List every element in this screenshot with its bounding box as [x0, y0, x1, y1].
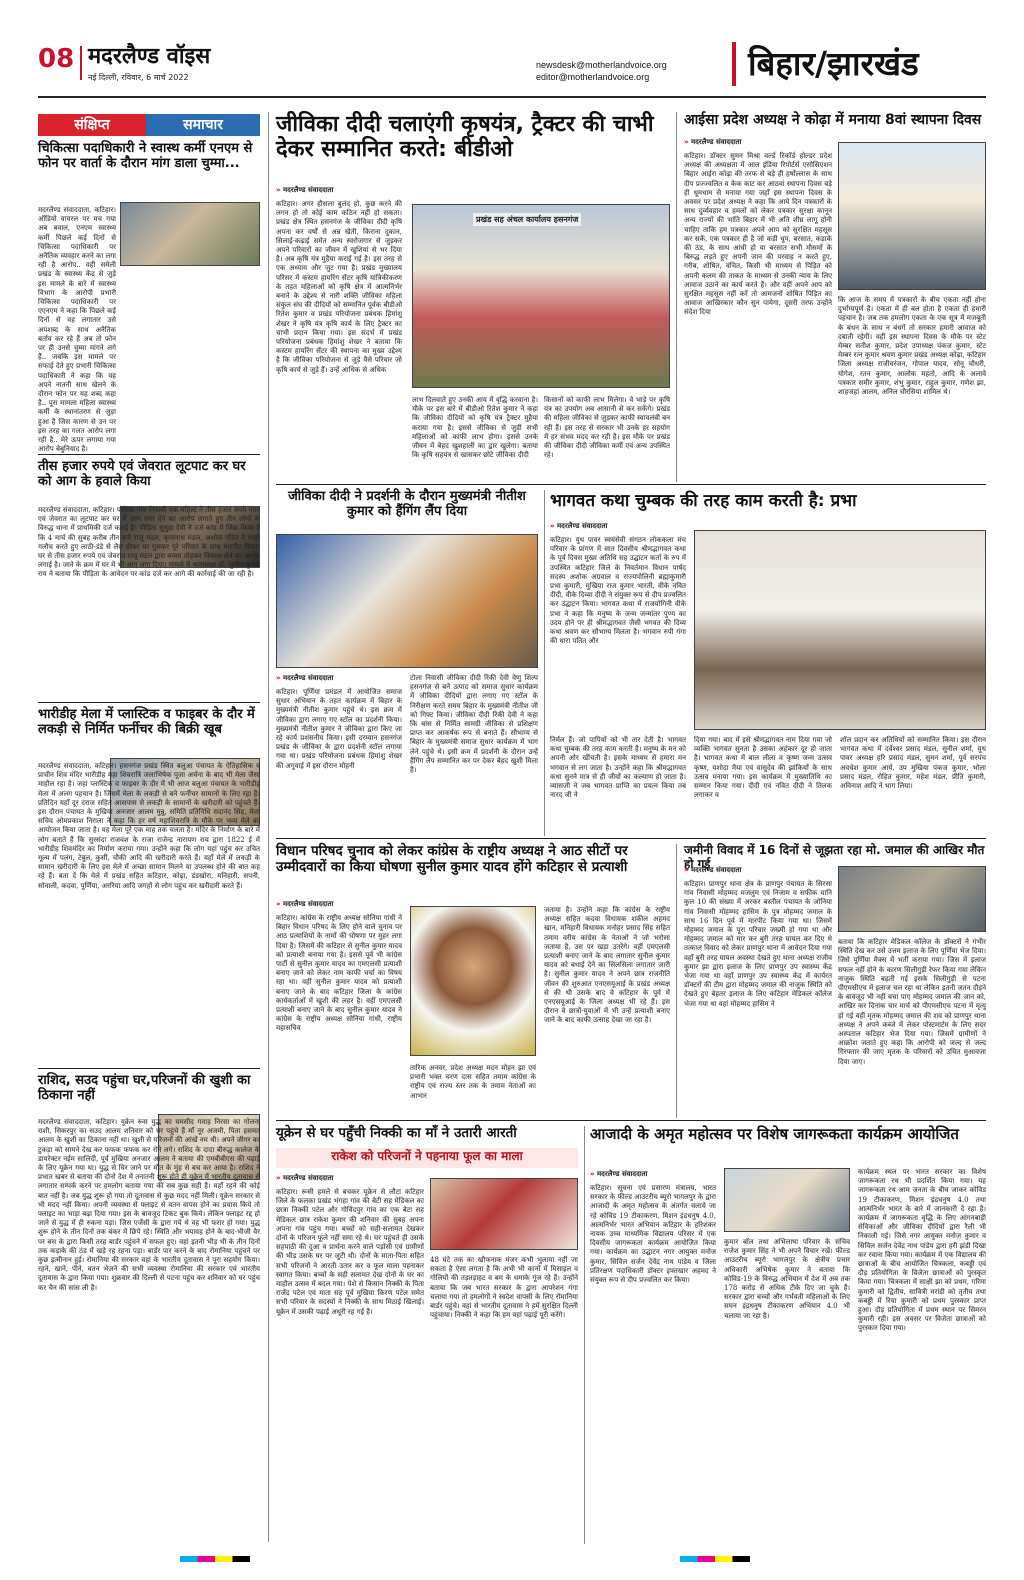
azadi-text-1: कटिहार। सूचना एवं प्रसारण मंत्रालय, भारत सरकार के फील्ड आउटरीच ब्यूरो भागलपुर के द्वारा आजादी के अमृत महोत्सव के अंतर्गत चलाये जा रहे कोविड 19 टीकाकरण, मिशन इंद्रधनुष 4.0, आत्मनिर्भर भारत अभियान कटिहार के हरिशंकर नायक उच्च माध्यमिक विद्यालय परिसर में एक दिवसीय जागरूकता कार्यक्रम आयोजित किया गया। कार्यक्रम का उद्घाटन नगर आयुक्त मनोज कुमार, सिविल सर्जन देवेंद्र नाथ पांडेय व जिला प्रतिरक्षण पदाधिकारी डॉक्टर इफ्तखार अहमद ने संयुक्त रूप से दीप प्रज्वलित कर किया।	[590, 1184, 716, 1285]
email-editor[interactable]: editor@motherlandvoice.org	[536, 72, 650, 82]
azadi-text-2: कुमार बॉल तथा अभिलाषा परिवार के संचिव राजेश कुमार सिंह ने भी अपने विचार रखें। फील्ड आउटरीच ब्यूरो भागलपुर के क्षेत्रीय प्रचार अधिकारी अभिषेक कुमार ने बताया कि कोविड-19 के विरुद्ध अभियान में देश में अब तक 178 करोड़ से अधिक टीके दिए जा चुके हैं। सरकार द्वारा बच्चों और गर्भवती महिलाओं के लिए सघन इंद्रधनुष टीकाकरण अभियान 4.0 भी चलाया जा रहा है।	[724, 1238, 850, 1320]
ukraine-title: यूक्रेन से घर पहुँची निक्की का माँ ने उतारी आरती	[276, 1125, 517, 1141]
lead-divider	[676, 112, 677, 482]
lead-title: जीविका दीदी चलाएंगी कृषयंत्र, ट्रैक्टर की चाभी देकर सम्मानित करते: बीडीओ	[276, 112, 654, 163]
bhagwat-title: भागवत कथा चुम्बक की तरह काम करती है: प्रभा	[550, 491, 857, 511]
ukraine-text-1: कटिहार। रूसी हमले से बचकर यूक्रेन से लौटा कटिहार जिले के फलका प्रखंड भंगहा गांव की बेटी सह मेडिकल का छात्रा निक्की पटेल और गोविंदपुर गांव का एक बेटा सह मेडिकल छात्र राकेश कुमार की शनिवार की सुबह अपना अपना गांव पहुंच गया। बच्चों को सही-सलामत देखकर दोनों के परिजन फूले नहीं समा रहे थे। घर पहुंचते ही उसके सहपाठी की दुआ व प्रार्थना करने वाले पड़ोसी एवं ग्रामीणों की भीड़ उसके घर पर जुटी थी। दोनों के माता-पिता सहित सभी परिजनों ने आरती उतार कर व फूल माला पहनाकर स्वागत किया। बच्चों के सही सलामत देख दोनों के घर का माहौल उत्सव में बदल गया। पेशे से किसान निक्की के पिता राजेंद्र पटेल एवं माता सह पूर्व मुखिया किरण पटेल समेत सभी परिवार के सदस्यों ने निक्की के साथ मिठाई खिलाई। यूक्रेन में उसकी पढ़ाई अधूरी रह गई है।	[276, 1188, 424, 1316]
color-bar-left	[180, 1556, 250, 1562]
azadi-text-3: कार्यक्रम स्थल पर भारत सरकार का विशेष जागरूकता रथ भी प्रदर्शित किया गया। यह जागरूकता रथ आम जनता के बीच जाकर कोविड 19 टीकाकरण, मिशन इंद्रधनुष 4.0 तथा आत्मनिर्भर भारत के बारे में जानकारी दे रहा है। कार्यक्रम में जागरूकता वृद्धि के लिए आंगनबाड़ी सेविकाओं और जीविका दीदियों द्वारा रैली भी निकाली गई। जिसे नगर आयुक्त मनोज कुमार व सिविल सर्जन देवेंद्र नाथ पांडेय द्वारा हरी झंडी दिखा कर रवाना किया गया। कार्यक्रम में एक विद्यालय की छात्राओं के बीच आयोजित चित्रकला, कबड्डी एवं दौड़ प्रतियोगिता के विजेता छात्राओं को पुरस्कृत किया गया। चित्रकला में साक्षी झा को प्रथम, गरिमा कुमारी को द्वितीय, सावित्री मरांडी को तृतीय तथा कबड्डी में रिया कुमारी को प्रथम पुरस्कार प्राप्त हुआ। दौड़ प्रतियोगिता में प्रथम स्थान पर सिमरन कुमारी रही। इस अवसर पर विजेता छात्राओं को पुरस्कार दिया गया।	[858, 1168, 987, 1333]
ukraine-story	[276, 1126, 578, 1544]
aisa-text-1: कटिहार। डॉक्टर सुमन मिश्रा वर्ल्ड रिकॉर्ड होल्डर प्रदेश अध्यक्ष की अध्यक्षता में आल इंडिया रिपोर्टर्स एसोसिएशन बिहार आईरा कोढ़ा की तरफ से बड़े ही हर्षोल्लास के साथ दीप प्रज्ज्वलित व केक काट कर आठवां स्थापना दिवस बड़े ही धूमधाम से मनाया गया जहाँ इस स्थापना दिवस के अवसर पर प्रदेश अध्यक्ष ने कहा कि आये दिन पत्रकारों के साथ दुर्व्यवहार व हमलों को लेकर पत्रकार सुरक्षा कानून अन्य राज्यों की भांति बिहार में भी अति शीघ्र लागू होनी चाहिए ताकि हम पत्रकार अपने आप को सुरक्षित महसूस कर सकें, एक पत्रकार ही है जो कड़ी धूप, बरसात, कड़ाके की ठंड, के साथ आंधी हो या बरसात सभी मौसमों के बिरुद्ध लड़ते हुए अपनी जान की परवाह न करते हुए, गरीब, शोषित, वंचित, किसी भी माध्यम से पिड़ित को अपनी कलम की ताकत के माध्यम से उनकी न्याय के लिए आवाज उठाने का कार्य करते हैं। और वहीं अपने आप को सुरक्षित महसूस नहीं करें तो आमजनों शोषित पिड़ित का आवाज आखिरकार कौन सुन पायेगा, दूसरी तरफ उन्होंने संदेश दिया	[684, 152, 832, 317]
masthead-rule	[38, 96, 986, 98]
azadi-byline: » मदरलैण्ड संवाददाता	[590, 1170, 647, 1179]
jameen-title: जमीनी विवाद में 16 दिनों से जूझता रहा मो. जमाल की आखिर मौत हो गई	[684, 843, 985, 871]
row1-rule	[276, 484, 986, 485]
jameen-story	[684, 844, 986, 1118]
lead-text-2: लाभ दिलवाते हुए उनकी आय में वृद्धि करवाना है। मौके पर इस बारे में बीडीओ रितेश कुमार ने कहा कि जीविका दीदियों को कृषि यंत्र ट्रैक्टर मुहैया कराया गया है। इससे जीविका से जुड़ी सभी महिलाओं को काफी लाभ होगा। इससे उनके जीवन में बेहद खुशहाली का द्वार खुलेगा। बताया कि कृषि सहयंत्र से खासकर छोटे जीविका दीदी	[412, 396, 538, 460]
lead-photo-caption: प्रखंड सह अंचल कार्यालय हसनगंज	[473, 213, 581, 226]
congress-title: विधान परिषद चुनाव को लेकर कांग्रेस के राष्ट्रीय अध्यक्ष ने आठ सीटों पर उम्मीदवारों का किया घोषणा सुनील कुमार यादव होंगे कटिहार से प्रत्याशी	[276, 843, 628, 875]
masthead	[0, 0, 1024, 98]
congress-byline: » मदरलैण्ड संवाददाता	[276, 900, 333, 909]
jameen-text-1: कटिहार। प्राणपुर थाना क्षेत्र के प्राणपुर पंचायत के सिरसा गांव निवासी मोहम्मद मजलुम एवं निजाम व सफीक यानि कुल 10 की संख्या में अरकर बस्तील पंचायत के जोनिया गांव निवासी मोहम्मद हासिम के पुत्र मोहम्मद जमाल के साथ 16 दिन पूर्व में मारपीट किया गया था। जिसमें मोहम्मद जमाल के पूरा परिवार जख्मी हो गया था और मोहम्मद जमाल को मार कर बुरी तरह घायल कर दिए थे तत्काल विवाद को लेकर प्राणपुर थाना में आवेदन दिया गया वहाँ बुरी तरह घायल अवस्था देखते हुए थाना अध्यक्ष राजीव कुमार झा द्वारा इलाज के लिए प्राणपुर उप स्वास्थ्य केंद्र भेजा गया था वहाँ प्राणपुर उप स्वास्थ्य केंद्र में कार्यरत डॉक्टरों की टीम द्वारा मोहम्मद जमाल की नाजुक स्थिति को देखते हुए बेहतर इलाज के लिए कटिहार मेडिकल कॉलेज भेजा गया था वहां मोहम्मद हासिम ने	[684, 880, 832, 1008]
lead-photo	[412, 204, 670, 388]
paper-name: मदरलैण्ड वॉइस	[88, 44, 211, 69]
congress-text-2: तारिक अनवर, प्रदेश अध्यक्ष मदन मोहन झा एवं प्रभारी भक्त चरण दास सहित तमाम कांग्रेस के राष्ट्रीय एवं राज्य स्तर तक के तमाम नेताओं का आभार	[410, 1064, 536, 1100]
aisa-title: आईसा प्रदेश अध्यक्ष ने कोढ़ा में मनाया 8वां स्थापना दिवस	[684, 112, 982, 128]
lead-story	[276, 112, 670, 482]
sidebar	[38, 114, 260, 1544]
jeevika2-text-1: कटिहार। पूर्णिया प्रमंडल में आयोजित समाज सुधार अभियान के तहत कार्यक्रम में बिहार के मुख्यमंत्री नीतीश कुमार पहुंचे थे। इस क्रम में जीविका द्वारा लगाए गए स्टॉल का प्रदर्शनी किया। मुख्यमंत्री नीतीश कुमार ने जीविका द्वारा किए जा रहे कार्य प्रशंसनीय किया। इसी दरम्यान हसनगंज प्रखंड के जीविका के द्वारा प्रदर्शनी स्टॉल लगाया गया था। प्रखंड परियोजना प्रबंधक हिमांशु शेखर की अगुवाई में इस दौरान मोहनी	[276, 688, 402, 770]
aisa-byline: » मदरलैण्ड संवाददाता	[684, 138, 741, 147]
bhagwat-text-3: दिया गया। बाद में इसे श्रीमद्भागवत नाम दिया गया जो व्यक्ति भागवत सुनता है उसका अहंकार दूर हो जाता है। भागवत कथा में बाल लीला व कृष्ण जन्म उत्सव कृष्ण, यशोदा मैया एवं वासुदेव की झांकियों के साथ उत्सव मनाया गया। इस कार्यक्रम में मुख्यातिथि का सम्मान किया गया। दीदी एवं नवित दीदी ने तिलक लगाकर व	[694, 736, 832, 800]
aisa-photo	[838, 142, 986, 290]
dateline: नई दिल्ली, रविवार, 6 मार्च 2022	[88, 73, 189, 82]
aisa-text-2: कि आज के समय में पत्रकारों के बीच एकता नहीं होना दुर्भाग्यपूर्ण है। एकता में ही बल होता है एकता ही हमारी पहचान है। जब तक हमलोग एकता के एक सूत्र में मजबूती के बंधन के साथ न बंधगें तो सरकार हमारी आवाज को दबाती रहेगी। वहीं इस स्थापना दिवस के मौके पर स्टेट मेम्बर सतीश कुमार, प्रदेश उपाध्यक्ष पंकज कुमार, स्टेट मेम्बर रत्न कुमार श्रवण कुमार प्रखंड अध्यक्ष कोढ़ा, कटिहार जिला अध्यक्ष राजीवरंजन, गोपाल यादव, सोनू चौधरी, योगेश, रतन कुमार, आलोक महतो, आदि के अलावे पत्रकार समीर कुमार, शंभु कुमार, राहुल कुमार, गणेश झा, शाहजहां आलम, अनिल चौरसिया शामिल थे।	[838, 296, 986, 397]
congress-photo	[410, 906, 536, 1056]
badge-right: समाचार	[146, 114, 260, 136]
sidebar-story4-text: मदरलैण्ड संवाददाता, कटिहार। यूक्रेन रूस युद्ध का घमसीद गवाह निरसा का गोलना राशी, सिकरपुर का सउद आलम शनिवार को घर पहुंचे हैं माँ नूर अजमी, पिता हसमत आलम के खुशी का ठिकाना नहीं था। खुशी से परिजनों की आंखें नम थी। अपने जीगर का टुकड़ा को सामने देख कर फफक फफक कर रोने लगे। राशिद के दादा बीरुद्ध कालेज के डायरेक्टर नईम सालिदी, पूर्व मुखिया अनजार आलम ने बताया की एमबीबीएस की पढ़ाई के लिए यूक्रेन गया था। युद्ध से घिर जाने पर मौत के मुंह से बच कर आया है। राशिद ने प्रभात खबर से बताया की दोनो देश में तनातनी शुरू होते ही यूक्रेन में भारतीय दूतावास से लगातार सम्पर्क करने पर हमलोग बताया गया की सब कुछ सही है। यहाँ रहने की कोई बात नहीं है। जब युद्ध शुरू हो गया तो दूतावास से कुछ मदद नहीं मिली। यूक्रेन सरकार से भी मदद नहीं किया। अपनी व्यवस्था से फ्लाइट से वतन वापस होने का प्रयास किये तो फ्लाइट का भाड़ा बढ़ा दिया गया। इस के बावजूद टिकट बुक किये। लेकिन फ्लाइट रद्द हो जाने से युद्ध में ही रुकना पड़ा। जिस एजेंसी के द्वारा गये थे वह भी फरार हो गया। युद्ध शुरू होने के तीन दिनों तक बंकर में छिपे रहे। स्थिति और भयावह होने के बाद-भीजी वैर पर बस के द्वारा किसी तरह बार्डर पहुंचने में सफल हुए। वहां इतनी भीड़ थी के तीन दिनों तक कड़ाके की ठंड में खड़े रह रहना पड़ा। बार्डर पार करने के बाद रोमानिया पहुंचने पर कुछ इत्मीनान हुई। रोमानिया की सरकार वहां के भारतीय दूतावास ने पूरा सहयोग किया। रहने, खाने, पीने, वतन भेजने की सभी व्यवस्था रोमानिया की सरकार एवं भारतीय दूतावास के द्वारा किया गया। शुक्रवार की दिल्ली से पटना पहुंच कर शनिवार को घर पहुंच कर चैन की सांस ली है।	[38, 1118, 260, 1292]
sidebar-story1-text-cont	[38, 270, 260, 448]
row3-rule	[276, 1120, 986, 1121]
jameen-byline: » मदरलैण्ड संवाददाता	[684, 866, 741, 875]
masthead-divider	[80, 46, 82, 80]
ukraine-photo	[430, 1178, 578, 1250]
sidebar-rule-1	[38, 454, 260, 455]
sidebar-rule-2	[38, 702, 260, 703]
bhagwat-text-1: कटिहार। युथ पावर स्वयंसेवी संगठन लोककला मंच परिवार के प्रांगण में सात दिवसीय श्रीमद्भागवत कथा के पूर्व दिवस मुख्य अतिथि सह उद्घाटन कर्ता के रुप में उपस्थित कटिहार जिले के निवर्तमान विधान पार्षद सदस्य अशोक अग्रवाल व राज्यपोलिनी ब्रह्माकुमारी प्रभा कुमारी, मुखिया राज कुमार भारती, वीके नवित दीदी, वीके दिव्या दीदी ने संयुक्त रूप से दीप प्रज्वलित कर उद्घाटन किया। भागवत कथा में राजयोगिनी वीके प्रभा ने कहा कि मनुष्य के जन्म जन्मांतर पुण्य का उदय होने पर ही श्रीमद्भागवत जैसी भगवत की दिव्य कथा श्रवण कर सौभाग्य मिलता है। भगवान रुपी गंगा की धारा पतित और	[550, 536, 686, 646]
sidebar-story1-photo	[120, 202, 260, 266]
sidebar-story1-title: चिकित्सा पदाधिकारी ने स्वास्थ कर्मी एनएम से फोन पर वार्ता के दौरान मांग डाला चुम्मा...	[38, 141, 253, 171]
ukraine-subtitle: राकेश को परिजनों ने पहनाया फूल का माला	[331, 1149, 523, 1163]
bhagwat-text-4: शॉल प्रदान कर अतिथियों को सम्मानित किया। इस दौरान भागवत कथा में दर्वेश्वर प्रसाद मंडल, सुनील शर्मा, युथ पावर अध्यक्ष हरि प्रसाद मंडल, सुमन शर्मा, पूर्व सरपंच अवधेश कुमार आर्य, उप मुखिया पंकज कुमार, भोला प्रसाद मंडल, रोहित कुमार, महेश मंडल, प्रीति कुमारी, अविनाश आदि ने भाग लिया।	[840, 736, 986, 791]
jeevika2-byline: » मदरलैण्ड संवाददाता	[276, 674, 333, 683]
congress-text-1: कटिहार। कांग्रेस के राष्ट्रीय अध्यक्ष सोनिया गांधी ने बिहार विधान परिषद के लिए होने वाले चुनाव पर आठ प्रत्याशियों के नामों की घोषणा पर मुहर लगा दिया है। जिसमें की कटिहार से सुनील कुमार यादव को प्रत्याशी बनाया गया है। इससे पूर्व भी कांग्रेस पार्टी से सुनील कुमार यादव का एमएलसी प्रत्याशी बनाए जाने को लेकर नाम काफी चर्चा का विषय रहा था। वहीं सुनील कुमार यादव को प्रत्याशी बनाए जाने के बाद कटिहार जिला के कांग्रेस कार्यकर्ताओं में खुशी की लहर है। वहीं एमएलसी प्रत्याशी बनाए जाने के बाद सुनील कुमार यादव ने कांग्रेस के राष्ट्रीय अध्यक्ष सोनिया गांधी, राष्ट्रीय महासचिव	[276, 914, 402, 1033]
lead-byline: » मदरलैण्ड संवाददाता	[276, 186, 333, 195]
azadi-title: आजादी के अमृत महोत्सव पर विशेष जागरूकता कार्यक्रम आयोजित	[590, 1125, 959, 1143]
jeevika2-text-2: टोला निवासी जीविका दीदी रिंकी देवी वेणु शिल्प हसनगंज से बने उत्पाद को समाज सुधार कार्यक्रम में जीविका दीदियों द्वारा लगाए गए स्टॉल के निरीक्षण करते समय बिहार के मुख्यमंत्री नीतीश जी को गिफ्ट किया। जीविका दीदी रिंकी देवी ने कहा कि बांस से निर्मित सामग्री जीविका से प्रशिक्षण प्राप्त कर आकर्षक रूप से बनाते हैं। सौभाग्य से बिहार के मुख्यमंत्री समाज सुधार कार्यक्रम में भाग लेने पहुंचे थे। इसी क्रम में प्रदर्शनी के दौरान उन्हें हैंगिंग लैंप सम्मानित कर पर देकर बेहद खुशी मिला है।	[410, 674, 538, 775]
sidebar-divider	[268, 112, 269, 1542]
color-bar-right	[680, 1556, 750, 1562]
ukraine-byline: » मदरलैण्ड संवाददाता	[276, 1174, 333, 1183]
section-box	[732, 42, 736, 86]
bhagwat-photo	[694, 530, 986, 730]
sidebar-story3-text: मदरलैण्ड संवाददाता, कटिहार। हसनगंज प्रखंड स्थित बलुआ पंचायत के ऐतिहासिक व प्राचीन शिव मंदिर भारीडीह महा शिवरात्रि जलाभिषेक पूजा अर्चना के बाद भी मेला जैसा माहौल रहा है। जहां प्लास्टिक व फाइबर के दौर में भी आज बलुआ पंचायत के भारीडीह मेला में अलग पहचान है। जिसमें मेला के लकड़ी से बने फर्नीचर सामानों के लिए रहा है। प्रतिदिन यहाँ दूर दराज सहित आसपास से लकड़ी के सामानों के खरीदारी को पहुंचते हैं। इस दौरान पंचायत के मुखिया अनजार आलम मुन्नु, समिति प्रतिनिधि सदानंद सिंह, मेला सचिव ओमप्रकाश निराला ने कहा कि हर वर्ष महाशिवरात्रि के मौके पर भव्य मेले का आयोजन किया जाता है। यह मेला पूरे एक माह तक चलता है। मंदिर के निर्माण के बारे में लोग बताते हैं कि सुरसंदा राजवंश के राजा राजेन्द्र नारायण राय द्वारा 1822 ई में भारीडीह शिवमंदिर का निर्माण कराया गया। उन्होंने कहा कि लोग यहां पहुंच कर उचित मूल्य में पलंग, टेबुल, कुर्सी, चौकी आदि की खरीदारी करते हैं। यहाँ मेले में लकड़ी के सामान खरीदारी के लिए इस मेले में अच्छा सामान मिलने या उपलब्ध होने की बात कह रहे हैं। बता दें कि मेले में प्रखंड सहित कटिहार, कोढ़ा, डंडखोरा, मनिहारी, सपनी, सोनाली, कदवा, पूर्णिया, अररिया आदि जगहों से लोग पहुंच कर खरीदारी करते हैं।	[38, 762, 260, 890]
sidebar-story4-title: राशिद, सउद पहुंचा घर,परिजनों की खुशी का ठिकाना नहीं	[38, 1073, 251, 1103]
jeevika2-story	[276, 490, 538, 836]
sidebar-story3-title: भारीडीह मेला में प्लास्टिक व फाइबर के दौर में लकड़ी से निर्मित फर्नीचर की बिक्री खूब	[38, 707, 255, 737]
bhagwat-byline: » मदरलैण्ड संवाददाता	[550, 522, 607, 531]
page-number: 08	[38, 44, 75, 74]
bhagwat-text-2: निर्मल हैं। जो पापियों को भी तार देती है। भागवत कथा चुम्बक की तरह काम करती है। मनुष्य के मन को अपनी ओर खींचती है। इसके माध्यम से हमारा मन भगवान से लग जाता है। उन्होंने कहा कि श्रीमद्भागवत कथा सुनने मात्र से ही जीवों का कल्याण हो जाता है। व्यासजी ने जब भागवत प्राप्ति का प्रयत्न किया तब नारद जी ने	[550, 736, 686, 800]
congress-divider	[676, 844, 677, 1118]
azadi-story	[590, 1126, 986, 1544]
badge-left: संक्षिप्त	[38, 114, 146, 136]
row2-rule	[276, 838, 986, 839]
congress-text-3: जताया है। उन्होंने कहा कि कांग्रेस के राष्ट्रीय अध्यक्ष सहित कदवा विधायक शकील अहमद खान, मनिहारी विधायक मनोहर प्रसाद सिंह सहित तमाम वरीय कांग्रेस के नेताओं ने जो भरोसा जताया है, उस पर खड़ा उतरेंगे। वहीं एमएलसी प्रत्याशी बनाए जाने के बाद लगातार सुनील कुमार यादव को बधाई देने का सिलसिला लगातार जारी है। सुनील कुमार यादव ने अपने छात्र राजनीति जीवन की शुरुआत एनएसयूआई के प्रखंड अध्यक्ष से की थी उसके बाद वे कटिहार के पूर्व में एनएसयूआई के जिला अध्यक्ष भी रहे हैं। इस दौरान वे छात्रों-युवाओं में भी उन्हें प्रत्याशी बनाए जाने के बाद काफी उत्साह देखा जा रहा है।	[544, 906, 670, 1025]
sidebar-story2-title: तीस हजार रुपये एवं जेवरात लूटपाट कर घर को आग के हवाले किया	[38, 459, 246, 489]
aisa-story	[684, 112, 986, 482]
jeevika2-divider	[544, 490, 545, 836]
sidebar-badge	[38, 114, 260, 136]
sidebar-rule-3	[38, 1068, 260, 1069]
jeevika2-photo	[276, 534, 538, 668]
azadi-photo	[724, 1168, 850, 1232]
jeevika2-title: जीविका दीदी ने प्रदर्शनी के दौरान मुख्यमंत्री नीतीश कुमार को हैंगिंग लैंप दिया	[288, 489, 526, 519]
bhagwat-story	[550, 490, 986, 836]
lead-text-1: कटिहार। अगर हौसला बुलंद हो, कुछ करने की लगन हो तो कोई काम कठिन नहीं हो सकता। प्रखंड क्षेत्र स्थित हसनगंज के जीविका दीदी कृषि अपना कर वर्षों से अन्न खेती, किराना दुकान, सिलाई-कढ़ाई समेत अन्य स्वरोजगार से जुड़कर अपने परिवारों का जीवन में खुशियां से भर दिया है। अब कृषि यंत्र मुहैया कराई गई है। इस तरह से एक अध्याय और जुट गया है। प्रखंड मुख्यालय परिसर में कस्टम हायरिंग सेंटर कृषि यांत्रिकीकरण के तहत महिलाओं को कृषि क्षेत्र में आत्मनिर्भर बनाने के उद्देश्य से नारी शक्ति जीविका महिला संकुल संघ की दीदियों को सम्मानित पूर्वक बीडीओ रितेश कुमार व प्रखंड परियोजना प्रबंधक हिमांशु शेखर ने कृषि यंत्र कृषि कार्य के लिए ट्रैक्टर का चाभी प्रदान किया गया। इस संदर्भ में प्रखंड परियोजना प्रबंधक हिमांशु शेखर ने बताया कि कस्टम हायरिंग सेंटर की स्थापना का मुख्य उद्देश्य है कि जीविका परियोजना से जुड़े वैसे परिवार जो कृषि कार्य से जुड़े हैं। उन्हें आधिक से अधिक	[276, 200, 402, 374]
sidebar-story2-text: मदरलैण्ड संवाददाता, कटिहार। पोठिया गांव निवासी एक महिला ने तीस हजार रुपये नगद एवं जेवरात का लूटपाट कर घर में आग लगा देने का आरोप लगाते हुए तीन लोगों के विरुद्ध थाना में प्राथमिकी दर्ज कराई है। पीड़िता सुमुद्रा देवी ने दर्ज कांड में जिक्र किया है कि 4 मार्च की सुबह करीब तीन बजे राजू मंडल, कृपानाथ मंडल, अशोक पंडित ने गाली गलौच करते हुए लाठी-डंडे से लैस होकर घर घुसकर पूरे परिवार के साथ मारपीट किया। घर से तीस हजार रुपये एवं जेवरात राजू मंडल द्वारा बक्सा तोड़कर निकाल लेने का आरोप लगाई है। जाने के क्रम में घर में भी आग लगा दिया। मामले में थानाध्यक्ष डॉ. सुनील कुमार राय ने बताया कि पीड़िता के आवेदन पर कांड दर्ज कर आगे की कार्रवाई की जा रही है।	[38, 506, 260, 579]
congress-story	[276, 844, 670, 1118]
section-title: बिहार/झारखंड	[748, 44, 919, 83]
lead-text-3: किसानों को काफी लाभ मिलेगा। वे भाड़े पर कृषि यंत्र का उपयोग अब आसानी से कर सकेंगे। प्रखंड की महिला जीविका से जुड़कर काफी स्वावलंबी बन रही हैं। इस तरह से सरकार भी उनके हर सहयोग में हर संभव मदद कर रही है। इस मौके पर प्रखंड की जीविका दीदी जीविका कर्मी एवं अन्य उपस्थित रहे।	[544, 396, 671, 460]
ukraine-divider	[584, 1126, 585, 1544]
jameen-text-2: बताया कि कटिहार मेडिकल कॉलेज के डॉक्टरों ने गंभीर स्थिति देख कर उसे उत्तम इलाज के लिए पूर्णिया भेज दिया। जिसे पूर्णिया मैक्स में भर्ती कराया गया। जिस में इलाज सफल नहीं होने के कारण सिलीगुड़ी रेफर किया गया लेकिन नाजुक स्थिति बढ़ती गई इसके सिलीगुड़ी से पटना पीएमसीएच में इलाज चल रहा था लेकिन इतनी जतन दौड़ने के बावजूद भी नहीं बचा पाए मोहम्मद जमाल की जान को, आखिर कर दिनांक चार मार्च को पीएमसीएच पटना में मृत्यु हो गई वहीं मृतक मोहम्मद जमाल की शव को प्राणपुर थाना अध्यक्ष ने अपने कब्जे में लेकर पोस्टमार्टम के लिए सदर अस्पताल कटिहार भेज दिया गया। जिसमें ग्रामीणों ने आक्रोश जताते हुए कहा कि आरोपी को जल्द से जल्द गिरफ्तार की जाए मृतक के परिवारों को उचित मुआवजा दिया जाए।	[838, 938, 986, 1066]
email-news[interactable]: newsdesk@motherlandvoice.org	[536, 60, 667, 70]
sidebar-story1-text: मदरलैण्ड संवाददाता, कटिहार। ऑडियो वायरल पर मच गया अब बवाल, एनएम स्वास्थ्य कर्मी पिछले कई दिनों से चिकित्सा पदाधिकारी पर अनैतिक व्यवहार करने का लगा रही है आरोप.. वही समेली प्रखंड के स्वास्थ्य केंद्र से जुड़े इस मामले के बारे में स्वास्थ्य विभाग के आरोपी प्रभारी चिकित्सा पदाधिकारी पर एएनएम ने कहा कि पिछले कई दिनों से वह लगातार उसे अपशब्द के साथ अनैतिक बर्ताव कर रहे हैं अब तो फोन पर ही उनसे चुम्मा मांगने लगे हैं.. जबकि इस मामले पर सफाई देते हुए प्रभारी चिकित्सा पदाधिकारी ने कहा कि वह अपने नातनी साथ खेलने के दौरान फोन पर यह शब्द कहा है.. पूरा मामला महिला स्वास्थ्य कर्मी के स्थानांतरण से जुड़ा हुआ है जिस कारण से उन पर इस तरह का गलत आरोप लगा रही है.. मेरे ऊपर लगाया गया आरोप बेबुनियाद है।	[38, 206, 116, 454]
jameen-photo	[838, 866, 986, 932]
ukraine-text-2: 48 घंटे तक का खौफनाक मंजर कभी भुलाया नहीं जा सकता है ऐसा लगता है कि अभी भी कानों में मिसाइल व गोलियों की तड़तड़ाहट व बम के धमाके गूंज रहे हैं। उन्होंने बताया कि जब भारत सरकार के द्वारा आपरेशन गंगा चलाया गया तो हमलोगों ने स्वदेश वापसी के लिए रोमानिया बार्डर पहुंचे। वहां से भारतीय दूतावास ने हमें सुरक्षित दिल्ली पहुंचाया। निक्की ने कहा कि हम वहां पढ़ाई पूरी करेंगे।	[430, 1256, 578, 1320]
